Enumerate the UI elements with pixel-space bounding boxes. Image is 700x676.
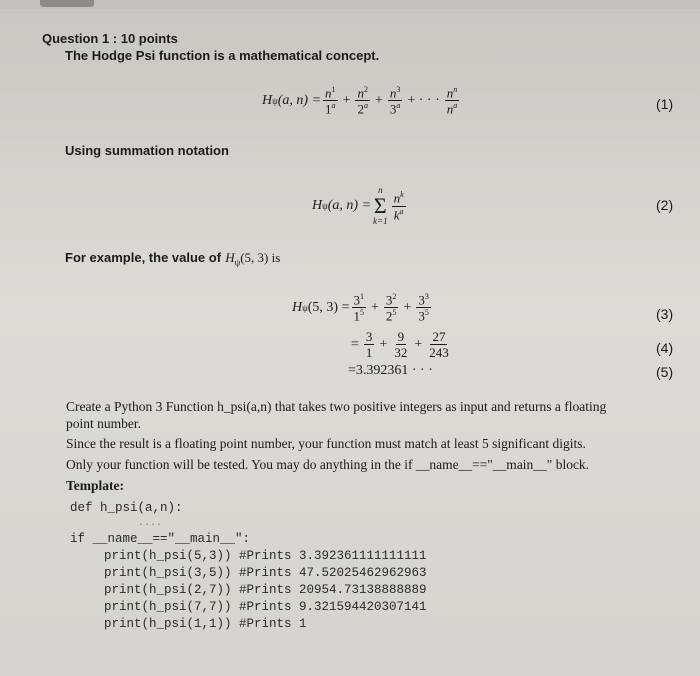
eq3-term-1: $\frac{3^1}{1^5}$ [353, 292, 364, 324]
eq3-sub: ψ [302, 302, 308, 313]
eq3-term-2: $\frac{3^2}{2^5}$ [385, 292, 397, 324]
eq4-term-2: $\frac{9}{32}$ [394, 329, 408, 360]
eq3-term-3: $\frac{3^3}{3^5}$ [418, 292, 429, 324]
eq2-sub: ψ [322, 201, 328, 211]
code-print-1: print(h_psi(5,3)) #Prints 3.392361111111111 [104, 549, 427, 563]
eq1-term-1: $\frac{n^1}{1^a}$ [325, 85, 336, 117]
eq3-lhs: H [292, 299, 303, 315]
eq1-args: (a, n) = [277, 92, 322, 108]
example-label: For example, the value of $H_\psi(5$, 3) is [65, 250, 281, 268]
eq1-term-3: $\frac{n^3}{3^a}$ [389, 85, 401, 117]
top-tab [40, 0, 94, 7]
code-print-2: print(h_psi(3,5)) #Prints 47.52025462962963 [104, 566, 427, 580]
eq1-term-last: $\frac{n^n}{n^a}$ [446, 85, 458, 117]
code-print-3: print(h_psi(2,7)) #Prints 20954.73138888889 [104, 583, 427, 597]
eq1-lhs: H [262, 92, 273, 108]
top-bar [0, 0, 700, 9]
eq1-term-2: $\frac{n^2}{2^a}$ [357, 85, 368, 117]
eq4-term-3: $\frac{27}{243}$ [429, 329, 449, 360]
code-print-4: print(h_psi(7,7)) #Prints 9.321594420307141 [104, 600, 427, 614]
eq2-number: (2) [656, 197, 674, 213]
summation-label: Using summation notation [65, 143, 229, 158]
instructions-line-4: Only your function will be tested. You may do anything in the if __name__=="__main__" block. [66, 457, 590, 472]
code-dots: .... [138, 518, 163, 529]
question-title: Question 1 : 10 points [42, 31, 178, 46]
eq2-lhs: H [312, 198, 323, 213]
eq4-number: (4) [656, 340, 674, 356]
eq1-number: (1) [656, 96, 674, 112]
equation-3: H ψ (5, 3) = $\frac{3^1}{1^5}$ + $\frac{3^2}{2^5}$ + $\frac{3^3}{3^5}$ [292, 292, 429, 324]
code-def-line: def h_psi(a,n): [70, 501, 183, 515]
eq1-sub: ψ [272, 95, 278, 106]
eq1-ellipsis: + · · · [407, 92, 440, 108]
instructions-line-1: Create a Python 3 Function h_psi(a,n) that takes two positive integers as input and returns a floating [66, 399, 607, 414]
code-if-line: if __name__=="__main__": [70, 532, 251, 546]
eq5-value: =3.392361 · · · [348, 363, 433, 378]
eq3-number: (3) [656, 306, 674, 322]
equation-2 [312, 186, 408, 226]
eq3-args: (5, 3) = [307, 299, 350, 315]
eq2-args: (a, n) = [327, 198, 372, 213]
sigma-symbol: n Σ k=1 [373, 185, 388, 226]
instructions-line-3: Since the result is a floating point number, your function must match at least 5 significant digits. [66, 436, 586, 451]
question-intro: The Hodge Psi function is a mathematical concept. [65, 48, 380, 63]
equation-4: = $\frac{3}{1}$ + $\frac{9}{32}$ + $\frac{27}{243}$ [351, 329, 449, 360]
eq2-term: $\frac{n^k}{k^a}$ [393, 190, 404, 222]
code-print-5: print(h_psi(1,1)) #Prints 1 [104, 617, 307, 631]
template-label: Template: [66, 478, 124, 493]
instructions-line-2: point number. [66, 416, 141, 431]
eq5-number: (5) [656, 364, 674, 380]
eq4-term-1: $\frac{3}{1}$ [365, 329, 373, 360]
equation-1: H ψ (a, n) = $\frac{n^1}{1^a}$ + $\frac{n^2}{2^a}$ + $\frac{n^3}{3^a}$ + · · · $\frac{n^n}{n^a}$ [262, 85, 458, 117]
